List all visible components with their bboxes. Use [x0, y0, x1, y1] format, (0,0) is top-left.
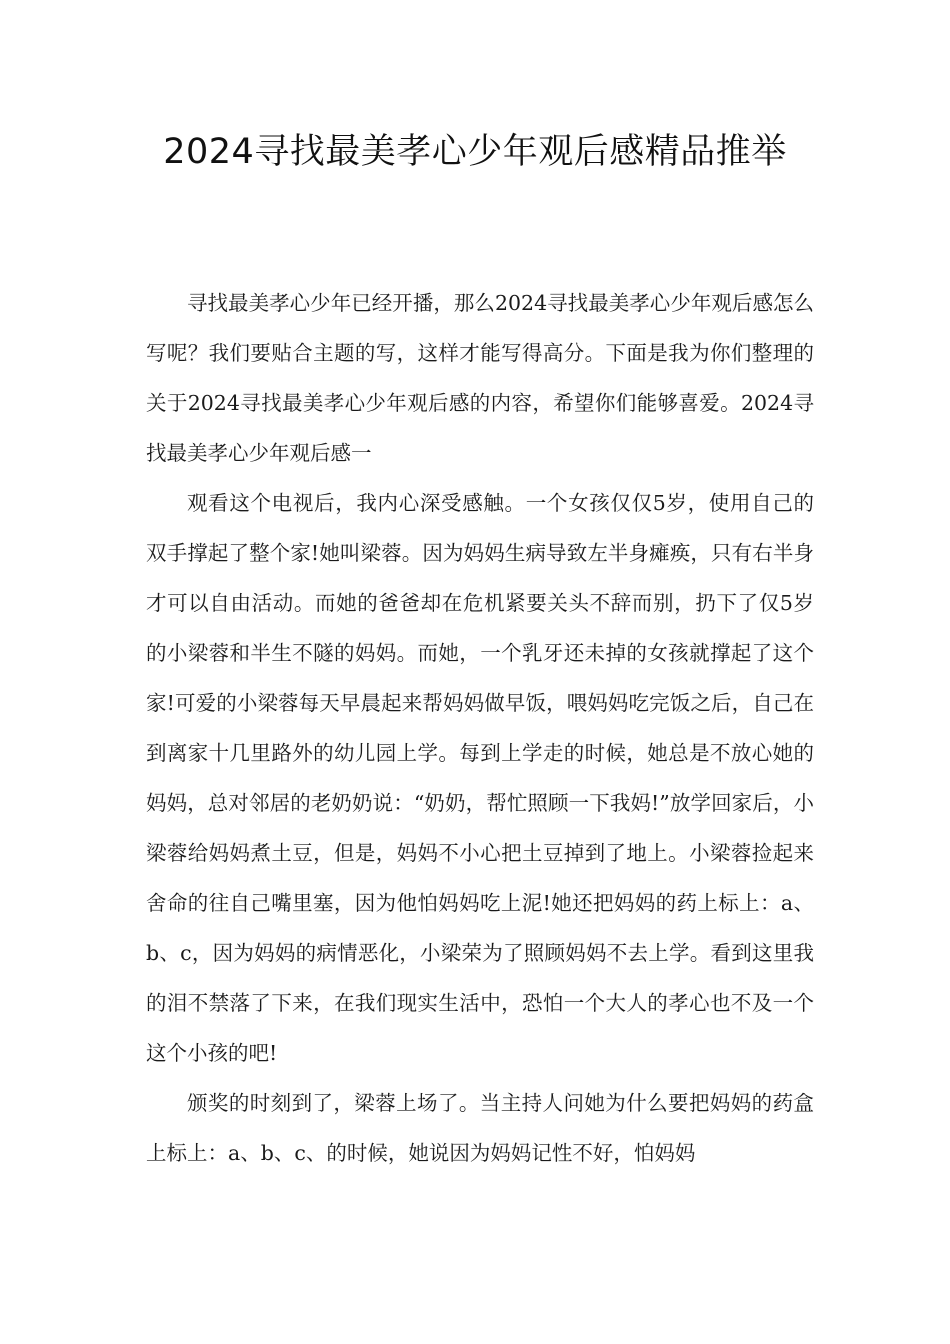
document-body: [146, 278, 814, 1178]
paragraph-intro: 寻找最美孝心少年已经开播，那么2024寻找最美孝心少年观后感怎么写呢？我们要贴合主题的写，这样才能写得高分。下面是我为你们整理的关于2024寻找最美孝心少年观后感的内容，希望你们能够喜爱。2024寻找最美孝心少年观后感一: [146, 291, 814, 465]
paragraph-story: 观看这个电视后，我内心深受感触。一个女孩仅仅5岁，使用自己的双手撑起了整个家!她叫梁蓉。因为妈妈生病导致左半身瘫痪，只有右半身才可以自由活动。而她的爸爸却在危机紧要关头不辞而别，扔下了仅5岁的小梁蓉和半生不隧的妈妈。而她，一个乳牙还未掉的女孩就撑起了这个家!可爱的小梁蓉每天早晨起来帮妈妈做早饭，喂妈妈吃完饭之后，自己在到离家十几里路外的幼儿园上学。每到上学走的时候，她总是不放心她的妈妈，总对邻居的老奶奶说：“奶奶，帮忙照顾一下我妈!”放学回家后，小梁蓉给妈妈煮土豆，但是，妈妈不小心把土豆掉到了地上。小梁蓉捡起来舍命的往自己嘴里塞，因为他怕妈妈吃上泥!她还把妈妈的药上标上：a、b、c，因为妈妈的病情恶化，小梁荣为了照顾妈妈不去上学。看到这里我的泪不禁落了下来，在我们现实生活中，恐怕一个大人的孝心也不及一个这个小孩的吧!: [146, 491, 814, 1065]
document-title: 2024寻找最美孝心少年观后感精品推举: [163, 132, 787, 172]
paragraph-award: 颁奖的时刻到了，梁蓉上场了。当主持人问她为什么要把妈妈的药盒上标上：a、b、c、的时候，她说因为妈妈记性不好，怕妈妈: [146, 1091, 814, 1165]
